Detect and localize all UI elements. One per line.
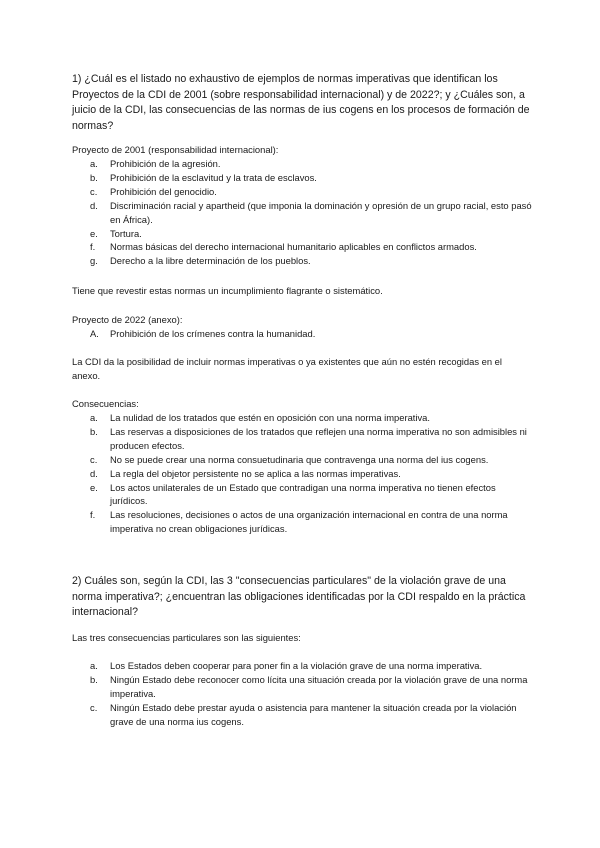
list-marker: d. xyxy=(90,467,98,479)
list-item-text: Prohibición de los crímenes contra la humanidad. xyxy=(110,328,316,339)
heading-tres-consecuencias: Las tres consecuencias particulares son las siguientes: xyxy=(72,632,301,643)
list-item xyxy=(72,659,532,673)
heading-proyecto-2022: Proyecto de 2022 (anexo): xyxy=(72,314,183,325)
list-marker: e. xyxy=(90,481,98,493)
list-item-text: La regla del objetor persistente no se aplica a las normas imperativas. xyxy=(110,467,401,479)
note-anexo: La CDI da la posibilidad de incluir normas imperativas o ya existentes que aún no estén recogidas en el anexo. xyxy=(72,356,502,381)
list-marker: b. xyxy=(90,673,98,685)
list-item-text: Discriminación racial y apartheid (que imponia la dominación y opresión de un grupo racial, esto pasó en África). xyxy=(110,199,532,225)
list-item-text: No se puede crear una norma consuetudinaria que contravenga una norma del ius cogens. xyxy=(110,453,489,465)
list-item-text: Los Estados deben cooperar para poner fin a la violación grave de una norma imperativa. xyxy=(110,660,483,671)
list-item-text: Tortura. xyxy=(110,227,142,239)
list-marker: c. xyxy=(90,453,98,465)
list-item xyxy=(72,481,532,509)
list-item-text: Las resoluciones, decisiones o actos de una organización internacional en contra de una norma imperativa no crean obligaciones jurídicas. xyxy=(110,509,508,535)
list-item-text: Derecho a la libre determinación de los pueblos. xyxy=(110,255,311,267)
list-item xyxy=(72,673,532,701)
list-marker: a. xyxy=(90,412,98,423)
list-marker: f. xyxy=(90,241,96,253)
list-marker: b. xyxy=(90,171,98,183)
note-flagrante: Tiene que revestir estas normas un incumplimiento flagrante o sistemático. xyxy=(72,285,383,296)
list-item-text: Prohibición de la agresión. xyxy=(110,158,221,169)
list-item-text: Prohibición de la esclavitud y la trata de esclavos. xyxy=(110,171,317,183)
list-marker: c. xyxy=(90,185,98,197)
question-1: 1) ¿Cuál es el listado no exhaustivo de ejemplos de normas imperativas que identifican los Proyectos de la CDI de 2001 (sobre responsabilidad internacional) y de 2022?; y ¿Cuáles son, a juicio de la CDI, las consecuencias de las normas de ius cogens en los procesos de formación de normas? xyxy=(72,73,530,132)
list-item xyxy=(72,425,532,453)
list-item xyxy=(72,508,532,536)
list-item xyxy=(72,453,532,467)
list-marker: e. xyxy=(90,227,98,239)
heading-proyecto-2001: Proyecto de 2001 (responsabilidad internacional): xyxy=(72,144,279,155)
list-tres-consecuencias xyxy=(72,659,532,729)
list-item-text: Ningún Estado debe reconocer como lícita una situación creada por la violación grave de una norma imperativa. xyxy=(110,673,528,699)
list-item-text: Los actos unilaterales de un Estado que contradigan una norma imperativa no tienen efectos jurídicos. xyxy=(110,481,496,507)
list-item xyxy=(72,240,532,254)
list-2001 xyxy=(72,157,532,268)
list-item xyxy=(72,171,532,185)
list-marker: A. xyxy=(90,328,99,339)
list-marker: g. xyxy=(90,255,98,267)
list-item xyxy=(72,467,532,481)
list-item xyxy=(72,411,532,425)
list-item-text: Normas básicas del derecho internacional humanitario aplicables en conflictos armados. xyxy=(110,241,477,253)
list-item xyxy=(72,199,532,227)
heading-consecuencias: Consecuencias: xyxy=(72,398,139,409)
list-item-text: Las reservas a disposiciones de los tratados que reflejen una norma imperativa no son admisibles ni producen efectos. xyxy=(110,425,527,451)
list-item xyxy=(72,227,532,241)
list-2022 xyxy=(72,327,532,341)
list-marker: a. xyxy=(90,660,98,671)
list-item xyxy=(72,254,532,268)
list-item-text: Prohibición del genocidio. xyxy=(110,185,217,197)
list-marker: b. xyxy=(90,425,98,437)
list-marker: f. xyxy=(90,509,96,521)
list-item xyxy=(72,701,532,729)
question-2: 2) Cuáles son, según la CDI, las 3 "consecuencias particulares" de la violación grave de una norma imperativa?; ¿encuentran las obligaciones identificadas por la CDI respaldo en la práctica internacional? xyxy=(72,575,526,618)
list-marker: a. xyxy=(90,158,98,169)
list-item-text: La nulidad de los tratados que estén en oposición con una norma imperativa. xyxy=(110,412,430,423)
list-item xyxy=(72,157,532,171)
list-marker: d. xyxy=(90,199,98,211)
list-consecuencias xyxy=(72,411,532,536)
list-item xyxy=(72,185,532,199)
list-item xyxy=(72,327,532,341)
list-item-text: Ningún Estado debe prestar ayuda o asistencia para mantener la situación creada por la violación grave de una norma ius cogens. xyxy=(110,701,517,727)
list-marker: c. xyxy=(90,701,98,713)
